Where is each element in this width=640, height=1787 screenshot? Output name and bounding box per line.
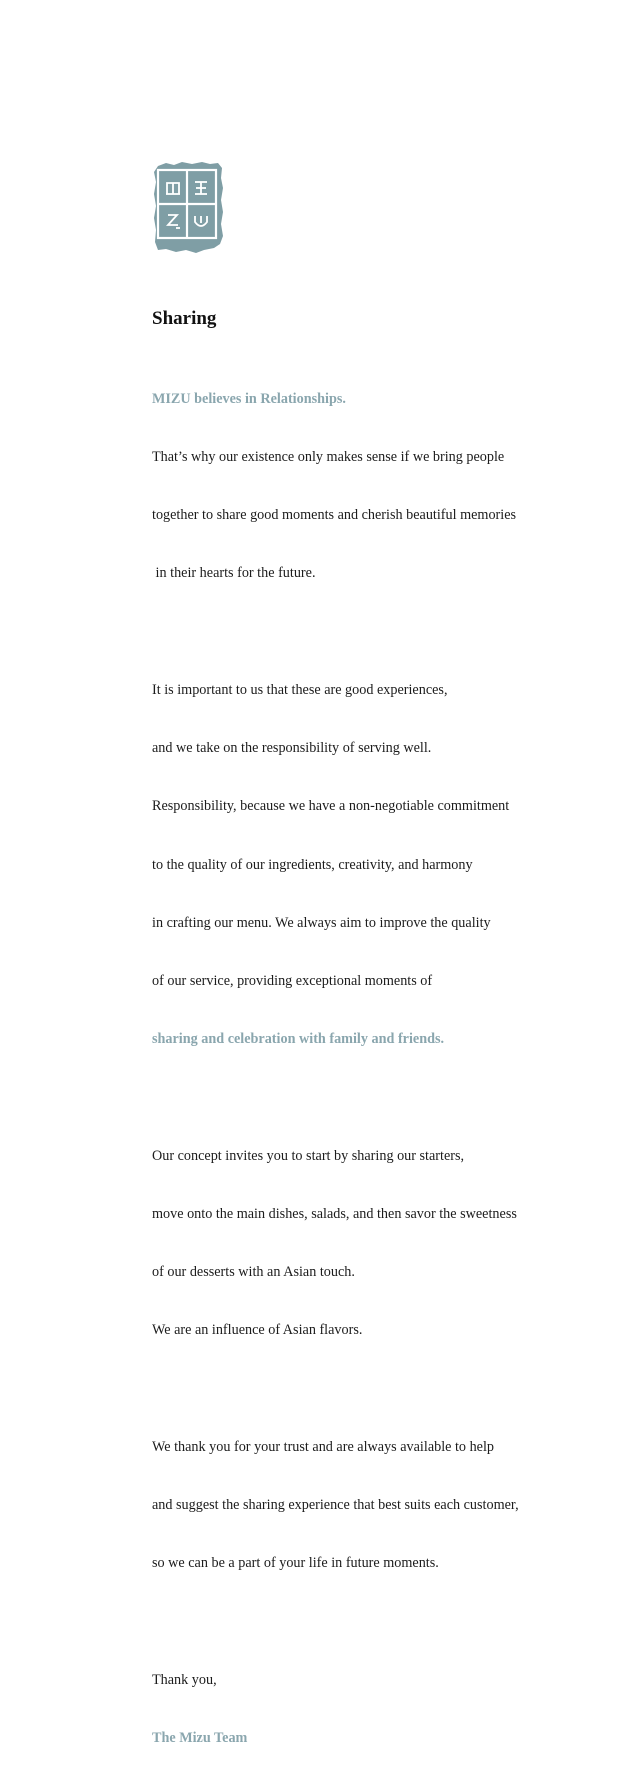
spacer	[152, 1380, 552, 1399]
paragraph-thanks	[152, 1399, 552, 1612]
text-line: in crafting our menu. We always aim to improve the quality	[152, 914, 491, 931]
spacer	[152, 332, 552, 351]
spacer	[152, 1612, 552, 1631]
text-line: to the quality of our ingredients, creativity, and harmony	[152, 856, 473, 873]
mizu-logo	[152, 160, 224, 254]
text-line: and suggest the sharing experience that best suits each customer,	[152, 1496, 519, 1513]
text-line: Our concept invites you to start by sharing our starters,	[152, 1147, 465, 1164]
text-line: We thank you for your trust and are always available to help	[152, 1438, 495, 1455]
paragraph-responsibility	[152, 642, 552, 1088]
text-line: of our desserts with an Asian touch.	[152, 1264, 355, 1281]
page-title: Sharing	[152, 308, 217, 329]
text-line: so we can be a part of your life in future moments.	[152, 1555, 439, 1572]
sharing-highlight: sharing and celebration with family and friends.	[152, 1031, 445, 1048]
closing	[152, 1632, 552, 1787]
logo-stamp-background	[154, 162, 223, 253]
paragraph-intro	[152, 351, 552, 623]
closing-greeting: Thank you,	[152, 1671, 217, 1688]
text-line: of our service, providing exceptional moments of	[152, 972, 433, 989]
closing-signature: The Mizu Team	[152, 1729, 248, 1746]
text-line: It is important to us that these are good experiences,	[152, 681, 448, 698]
text-line: together to share good moments and cherish beautiful memories	[152, 507, 517, 524]
paragraph-concept	[152, 1108, 552, 1380]
text-line: and we take on the responsibility of serving well.	[152, 740, 432, 757]
text-line: We are an influence of Asian flavors.	[152, 1322, 363, 1339]
text-line: Responsibility, because we have a non-negotiable commitment	[152, 798, 510, 815]
document-body	[152, 306, 552, 1787]
text-line: That’s why our existence only makes sense if we bring people	[152, 449, 505, 466]
mizu-logo-icon	[152, 160, 224, 254]
text-line: in their hearts for the future.	[152, 565, 316, 582]
spacer	[152, 623, 552, 642]
spacer	[152, 1088, 552, 1107]
intro-highlight: MIZU believes in Relationships.	[152, 390, 346, 407]
text-line: move onto the main dishes, salads, and then savor the sweetness	[152, 1205, 517, 1222]
